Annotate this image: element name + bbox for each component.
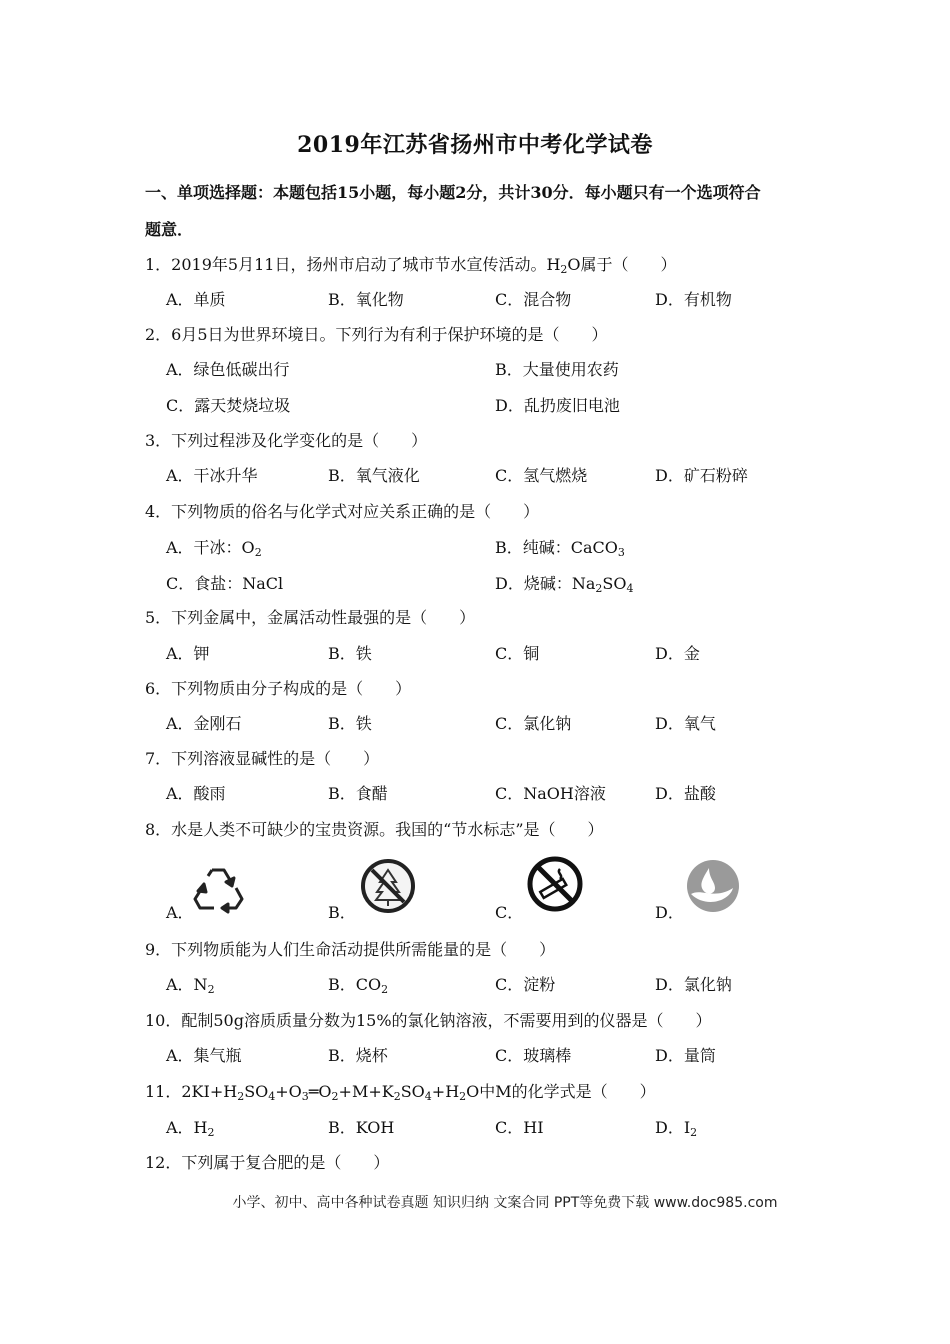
- q2-option-b: B．大量使用农药: [495, 360, 619, 379]
- q6-option-c: C．氯化钠: [495, 714, 572, 733]
- q2-option-a: A．绿色低碳出行: [166, 360, 290, 379]
- section-heading-line1: 一、单项选择题：本题包括15小题，每小题2分，共计30分．每小题只有一个选项符合: [145, 183, 761, 202]
- q5-option-c: C．铜: [495, 644, 540, 663]
- recycle-icon: [190, 864, 246, 914]
- page-title: 2019年江苏省扬州市中考化学试卷: [297, 132, 653, 158]
- q5-option-d: D．金: [655, 644, 700, 663]
- q4-option-d: D．烧碱：$Na_2SO_4$: [495, 574, 634, 595]
- q8-option-a: A．: [166, 903, 194, 922]
- water-saving-icon: [685, 858, 741, 914]
- question-6-stem: 6．下列物质由分子构成的是（ ）: [145, 679, 412, 698]
- q3-option-c: C．氢气燃烧: [495, 466, 588, 485]
- question-8-stem: 8．水是人类不可缺少的宝贵资源。我国的“节水标志”是（ ）: [145, 820, 604, 839]
- q2-option-c: C．露天焚烧垃圾: [166, 396, 291, 415]
- footer-promo: 小学、初中、高中各种试卷真题 知识归纳 文案合同 PPT等免费下载 www.doc985.com: [232, 1195, 778, 1211]
- q1-option-a: A．单质: [166, 290, 226, 309]
- q6-option-d: D．氧气: [655, 714, 716, 733]
- q7-option-c: C．NaOH溶液: [495, 784, 606, 803]
- question-3-stem: 3．下列过程涉及化学变化的是（ ）: [145, 431, 428, 450]
- q4-option-a: A．干冰：$O_2$: [166, 538, 262, 559]
- q11-option-c: C．HI: [495, 1118, 544, 1137]
- q11-option-d: D．$I_2$: [655, 1118, 698, 1139]
- q1-option-b: B．氧化物: [328, 290, 404, 309]
- q9-option-c: C．淀粉: [495, 975, 556, 994]
- q7-option-b: B．食醋: [328, 784, 388, 803]
- question-12-stem: 12．下列属于复合肥的是（ ）: [145, 1153, 390, 1172]
- q9-option-b: B．$CO_2$: [328, 975, 389, 996]
- q4-option-b: B．纯碱：CaCO$_3$: [495, 538, 625, 559]
- q2-option-d: D．乱扔废旧电池: [495, 396, 620, 415]
- q6-option-b: B．铁: [328, 714, 372, 733]
- q9-option-d: D．氯化钠: [655, 975, 732, 994]
- question-2-stem: 2．6月5日为世界环境日。下列行为有利于保护环境的是（ ）: [145, 325, 608, 344]
- q10-option-b: B．烧杯: [328, 1046, 388, 1065]
- question-1-stem: 1．2019年5月11日，扬州市启动了城市节水宣传活动。$H_2O$属于（ ）: [145, 255, 677, 276]
- q1-option-d: D．有机物: [655, 290, 732, 309]
- q10-option-a: A．集气瓶: [166, 1046, 242, 1065]
- question-10-stem: 10．配制50g溶质质量分数为15%的氯化钠溶液，不需要用到的仪器是（ ）: [145, 1011, 712, 1030]
- q7-option-d: D．盐酸: [655, 784, 716, 803]
- question-5-stem: 5．下列金属中，金属活动性最强的是（ ）: [145, 608, 476, 627]
- question-4-stem: 4．下列物质的俗名与化学式对应关系正确的是（ ）: [145, 502, 540, 521]
- q3-option-a: A．干冰升华: [166, 466, 258, 485]
- q9-option-a: A．$N_2$: [166, 975, 215, 996]
- q4-option-c: C．食盐：NaCl: [166, 574, 284, 593]
- q6-option-a: A．金刚石: [166, 714, 242, 733]
- q5-option-a: A．钾: [166, 644, 210, 663]
- question-7-stem: 7．下列溶液显碱性的是（ ）: [145, 749, 380, 768]
- section-heading-line2: 题意．: [145, 220, 194, 239]
- q10-option-d: D．量筒: [655, 1046, 716, 1065]
- q8-option-c: C．: [495, 903, 524, 922]
- q3-option-b: B．氧气液化: [328, 466, 420, 485]
- question-9-stem: 9．下列物质能为人们生命活动提供所需能量的是（ ）: [145, 940, 556, 959]
- no-smoking-icon: [526, 855, 584, 913]
- no-deforestation-icon: [360, 858, 416, 914]
- q8-option-d: D．: [655, 903, 684, 922]
- q5-option-b: B．铁: [328, 644, 372, 663]
- question-11-stem: 11．$2KI+H_2SO_4+O_3═O_2+M+K_2SO_4+H_2O$中M的化学式是（ ）: [145, 1082, 656, 1103]
- q11-option-a: A．$H_2$: [166, 1118, 215, 1139]
- q8-option-b: B．: [328, 903, 356, 922]
- q7-option-a: A．酸雨: [166, 784, 226, 803]
- q3-option-d: D．矿石粉碎: [655, 466, 748, 485]
- q11-option-b: B．KOH: [328, 1118, 395, 1137]
- q1-option-c: C．混合物: [495, 290, 572, 309]
- q10-option-c: C．玻璃棒: [495, 1046, 572, 1065]
